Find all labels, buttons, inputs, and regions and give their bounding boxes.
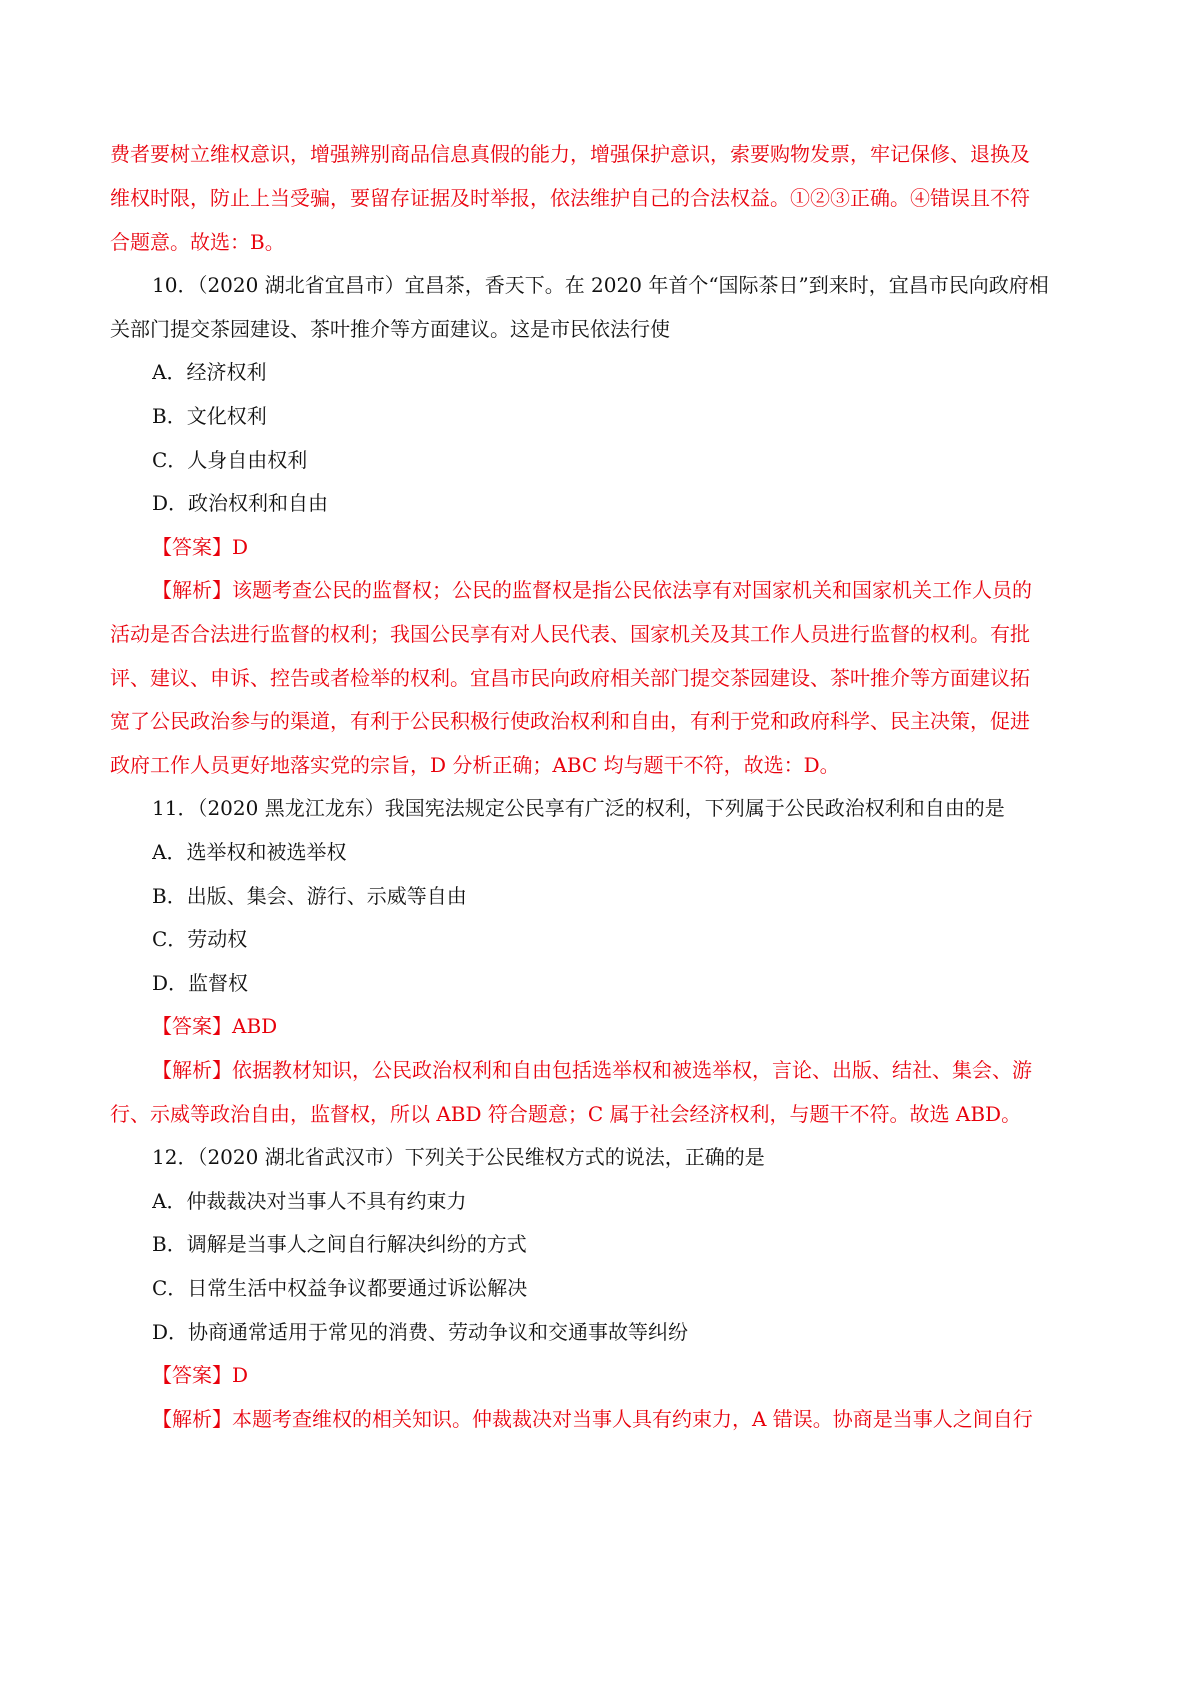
question-12-analysis: 【解析】本题考查维权的相关知识。仲裁裁决对当事人具有约束力，A 错误。协商是当事人之间自行 [152,1407,1033,1431]
question-11-answer: 【答案】ABD [152,1014,278,1038]
question-11-option-c: C．劳动权 [152,927,248,951]
question-10-analysis: 活动是否合法进行监督的权利；我国公民享有对人民代表、国家机关及其工作人员进行监督的权利。有批 [110,622,1030,646]
question-10-analysis: 【解析】该题考查公民的监督权；公民的监督权是指公民依法享有对国家机关和国家机关工作人员的 [152,578,1032,602]
question-12-option-d: D．协商通常适用于常见的消费、劳动争议和交通事故等纠纷 [152,1320,689,1344]
question-10-answer: 【答案】D [152,535,249,559]
question-10-stem: 关部门提交茶园建设、茶叶推介等方面建议。这是市民依法行使 [110,317,670,341]
question-12-answer: 【答案】D [152,1363,249,1387]
question-11-analysis: 【解析】依据教材知识，公民政治权利和自由包括选举权和被选举权，言论、出版、结社、集会、游 [152,1058,1032,1082]
question-10-option-c: C．人身自由权利 [152,448,308,472]
question-12-option-b: B．调解是当事人之间自行解决纠纷的方式 [152,1232,527,1256]
question-10-analysis: 政府工作人员更好地落实党的宗旨，D 分析正确；ABC 均与题干不符，故选：D。 [110,753,840,777]
question-10-analysis: 宽了公民政治参与的渠道，有利于公民积极行使政治权利和自由，有利于党和政府科学、民主决策，促进 [110,709,1030,733]
prev-analysis-line: 维权时限，防止上当受骗，要留存证据及时举报，依法维护自己的合法权益。①②③正确。④错误且不符 [110,186,1030,210]
question-11-option-b: B．出版、集会、游行、示威等自由 [152,884,467,908]
question-10-stem: 10．（2020 湖北省宜昌市）宜昌茶，香天下。在 2020 年首个“国际茶日”到来时，宜昌市民向政府相 [152,273,1049,297]
question-11-option-d: D．监督权 [152,971,249,995]
question-10-option-a: A．经济权利 [152,360,267,384]
question-10-option-b: B．文化权利 [152,404,267,428]
question-12-option-c: C．日常生活中权益争议都要通过诉讼解决 [152,1276,528,1300]
question-11-option-a: A．选举权和被选举权 [152,840,347,864]
question-11-stem: 11．（2020 黑龙江龙东）我国宪法规定公民享有广泛的权利，下列属于公民政治权利和自由的是 [152,796,1005,820]
question-10-option-d: D．政治权利和自由 [152,491,329,515]
question-12-stem: 12．（2020 湖北省武汉市）下列关于公民维权方式的说法，正确的是 [152,1145,765,1169]
prev-analysis-line: 费者要树立维权意识，增强辨别商品信息真假的能力，增强保护意识，索要购物发票，牢记保修、退换及 [110,142,1030,166]
prev-analysis-line: 合题意。故选：B。 [110,230,285,254]
question-12-option-a: A．仲裁裁决对当事人不具有约束力 [152,1189,467,1213]
question-10-analysis: 评、建议、申诉、控告或者检举的权利。宜昌市民向政府相关部门提交茶园建设、茶叶推介等方面建议拓 [110,666,1030,690]
question-11-analysis: 行、示威等政治自由，监督权，所以 ABD 符合题意；C 属于社会经济权利，与题干不符。故选 ABD。 [110,1102,1022,1126]
